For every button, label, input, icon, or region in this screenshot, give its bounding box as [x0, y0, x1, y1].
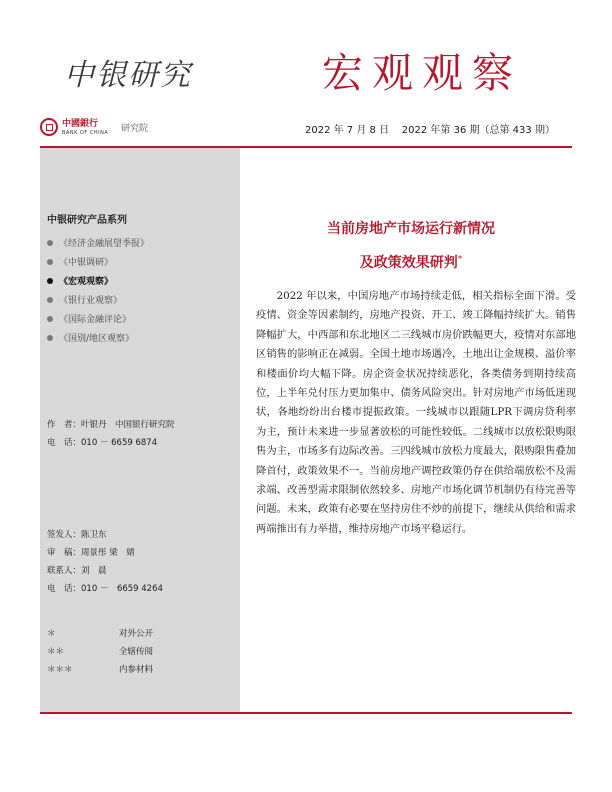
bullet-icon: [47, 259, 53, 265]
phone-label: 电 话：: [47, 438, 82, 448]
research-logo-script: 中银研究: [64, 58, 192, 93]
series-item-label: 《经济金融展望季报》: [59, 239, 150, 249]
article-title-line2: [250, 252, 572, 272]
author-block: [47, 416, 175, 452]
signer-label: 签发人：: [47, 530, 82, 540]
reviewer-value: 周景彤 梁 婧: [81, 548, 135, 558]
series-item: [47, 252, 149, 271]
bullet-icon: [47, 316, 53, 322]
author-label: 作 者：: [47, 420, 82, 430]
article-summary: 2022 年以来，中国房地产市场持续走低，相关指标全面下滑。受疫情、资金等因素制约，房地产投资、开工、竣工降幅持续扩大。销售降幅扩大，中西部和东北地区二三线城市房价跌幅更大，疫情对东部地区销售的影响正在减弱。全国土地市场遇冷，土地出让金规模、溢价率和楼面价均大幅下降。房企资金状况持续恶化，各类债务到期持续高位，上半年兑付压力更加集中、债务风险突出。针对房地产市场低迷现状，各地纷纷出台楼市提振政策。一线城市以跟随LPR下调房贷利率为主，预计未来进一步显著放松的可能性较低。二线城市以放松限购限售为主，市场多有边际改善。三四线城市放松力度最大，限购限售叠加降首付，政策效果不一。当前房地产调控政策仍存在供给端放松不及需求端、改善型需求限制依然较多、房地产市场化调节机制仍有待完善等问题。未来，政策有必要在坚持房住不炒的前提下，继续从供给和需求两端推出有力举措，维持房地产市场平稳运行。: [256, 290, 576, 535]
legend-row: [47, 661, 153, 679]
series-title: 中银研究产品系列: [47, 215, 127, 226]
series-item: [47, 309, 149, 328]
reviewer-label: 审 稿：: [47, 548, 82, 558]
star-icon: ＊＊＊: [47, 665, 73, 675]
series-item-active: [47, 271, 149, 290]
bank-name-en: BANK OF CHINA: [62, 130, 109, 136]
author-phone: 010 － 6659 6874: [81, 438, 158, 448]
series-list: [47, 233, 149, 347]
article-title-line1: 当前房地产市场运行新情况: [327, 221, 495, 237]
series-item-label: 《国别/地区观察》: [59, 334, 135, 344]
distribution-legend: [47, 625, 153, 679]
series-item: [47, 290, 149, 309]
legend-text: 内参材料: [119, 665, 154, 675]
bullet-icon: [47, 240, 53, 246]
bullet-icon: [47, 278, 53, 284]
star-icon: ＊: [47, 629, 56, 639]
series-item-label: 《中银调研》: [59, 258, 114, 268]
institute-label: 研究院: [121, 124, 149, 134]
contact-label: 联系人：: [47, 566, 82, 576]
series-item: [47, 328, 149, 347]
footer-divider: [40, 712, 572, 714]
bank-name: 中國銀行: [62, 119, 99, 129]
contact-value: 刘 晨: [81, 566, 107, 576]
bullet-icon: [47, 297, 53, 303]
series-item: [47, 233, 149, 252]
author-value: 叶银丹 中国银行研究院: [81, 420, 175, 430]
legend-row: [47, 625, 153, 643]
legend-row: [47, 643, 153, 661]
issue-date-line: [305, 121, 555, 136]
bullet-icon: [47, 335, 53, 341]
series-item-label: 《宏观观察》: [59, 277, 114, 287]
signer-value: 陈卫东: [81, 530, 107, 540]
contact-phone-label: 电 话：: [47, 584, 82, 594]
footnote-marker: *: [457, 254, 463, 265]
series-item-label: 《国际金融评论》: [59, 315, 132, 325]
article-title-text: 及政策效果研判: [359, 255, 458, 271]
legend-text: 全辖传阅: [119, 647, 154, 657]
issue-date: 2022 年 7 月 8 日: [305, 125, 390, 136]
publication-title: 宏观观察: [322, 49, 522, 97]
star-icon: ＊＊: [47, 647, 65, 657]
issue-number: 2022 年第 36 期（总第 433 期）: [401, 125, 555, 136]
bank-logo-icon: [40, 118, 58, 136]
legend-text: 对外公开: [119, 629, 154, 639]
series-item-label: 《银行业观察》: [59, 296, 123, 306]
contact-phone: 010 － 6659 4264: [81, 584, 163, 594]
editorial-block: [47, 526, 163, 598]
